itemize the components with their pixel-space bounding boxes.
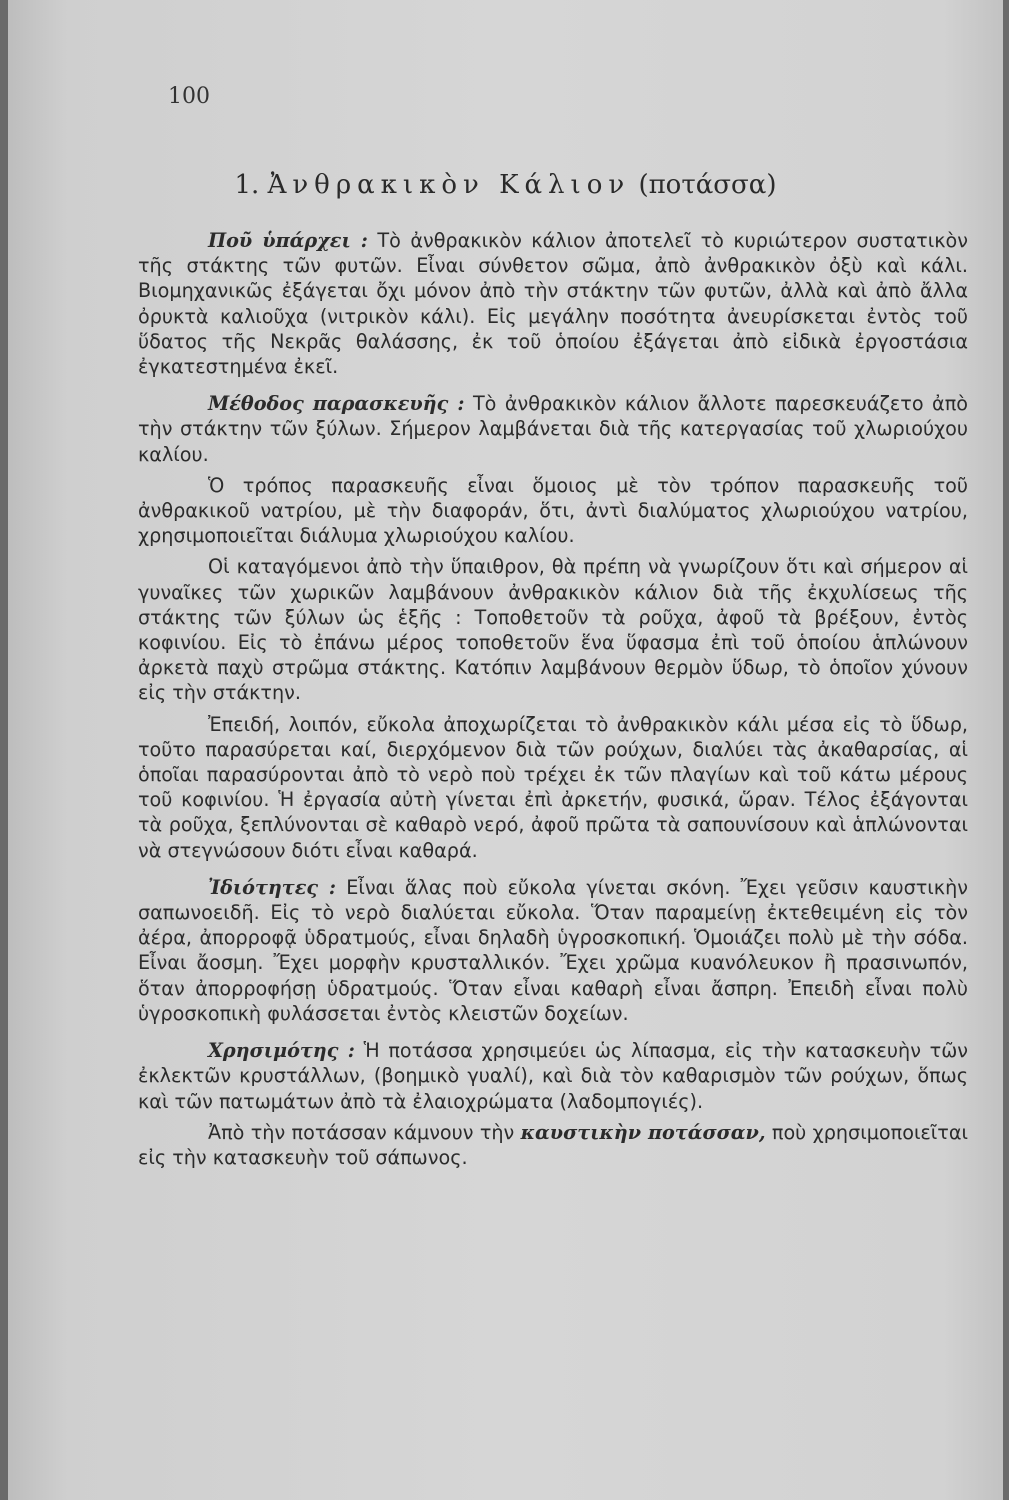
title-name: Ἀνθρακικὸν Κάλιον bbox=[267, 170, 631, 200]
paragraph-method-2: Ὁ τρόπος παρασκευῆς εἶναι ὅμοιος μὲ τὸν τρόπον παρασκευῆς τοῦ ἀνθρακικοῦ νατρίου, μὲ τὴν διαφοράν, ὅτι, ἀντὶ διαλύματος χλωριούχου νατρίου, χρησιμοποιεῖται διάλυμα χλωριούχου καλίου. bbox=[138, 473, 968, 548]
heading-method: Μέθοδος παρασκευῆς : bbox=[208, 392, 465, 416]
body-text bbox=[138, 228, 968, 1182]
paragraph-method bbox=[138, 391, 968, 467]
title-number: 1. bbox=[234, 170, 260, 200]
paragraph-properties bbox=[138, 875, 968, 1026]
paragraph-where bbox=[138, 228, 968, 379]
heading-properties: Ἰδιότητες : bbox=[208, 875, 336, 899]
text-method: Τὸ ἀνθρακικὸν κάλιον ἄλλοτε παρεσκευάζετο ἀπὸ τὴν στάκτην τῶν ξύλων. Σήμερον λαμβάνεται διὰ τῆς κατεργασίας τοῦ χλωριούχου καλίου. bbox=[138, 392, 968, 466]
paragraph-method-4: Ἐπειδή, λοιπόν, εὔκολα ἀποχωρίζεται τὸ ἀνθρακικὸν κάλι μέσα εἰς τὸ ὕδωρ, τοῦτο παρασύρεται καί, διερχόμενον διὰ τῶν ρούχων, διαλύει τὰς ἀκαθαρσίας, αἱ ὁποῖαι παρασύρονται ἀπὸ τὸ νερὸ ποὺ τρέχει ἐκ τῶν πλαγίων καὶ τοῦ κάτω μέρους τοῦ κοφινίου. Ἡ ἐργασία αὐτὴ γίνεται ἐπὶ ἀρκετήν, φυσικά, ὥραν. Τέλος ἐξάγονται τὰ ροῦχα, ξεπλύνονται σὲ καθαρὸ νερό, ἀφοῦ πρῶτα τὰ σαπουνίσουν καὶ ἁπλώνονται νὰ στεγνώσουν διότι εἶναι καθαρά. bbox=[138, 712, 968, 862]
text-properties: Εἶναι ἅλας ποὺ εὔκολα γίνεται σκόνη. Ἔχει γεῦσιν καυστικὴν σαπωνοειδῆ. Εἰς τὸ νερὸ διαλύεται εὔκολα. Ὅταν παραμείνῃ ἐκτεθειμένη εἰς τὸν ἀέρα, ἀπορροφᾷ ὑδρατμούς, εἶναι δηλαδὴ ὑγροσκοπική. Ὁμοιάζει πολὺ μὲ τὴν σόδα. Εἶναι ἄοσμη. Ἔχει μορφὴν κρυσταλλικόν. Ἔχει χρῶμα κυανόλευκον ἢ πρασινωπόν, ὅταν ἀπορροφήσῃ ὑδρατμούς. Ὅταν εἶναι καθαρὴ εἶναι ἄσπρη. Ἐπειδὴ εἶναι πολὺ ὑγροσκοπικὴ φυλάσσεται ἐντὸς κλειστῶν δοχείων. bbox=[138, 875, 968, 1025]
text-usefulness-2a: Ἀπὸ τὴν ποτάσσαν κάμνουν τὴν bbox=[208, 1120, 515, 1144]
heading-usefulness: Χρησιμότης : bbox=[208, 1039, 355, 1063]
paragraph-method-3: Οἱ καταγόμενοι ἀπὸ τὴν ὕπαιθρον, θὰ πρέπη νὰ γνωρίζουν ὅτι καὶ σήμερον αἱ γυναῖκες τῶν χωρικῶν λαμβάνουν ἀνθρακικὸν κάλιον διὰ τῆς ἐκχυλίσεως τῆς στάκτης τῶν ξύλων ὡς ἑξῆς : Τοποθετοῦν τὰ ροῦχα, ἀφοῦ τὰ βρέξουν, ἐντὸς κοφινίου. Εἰς τὸ ἐπάνω μέρος τοποθετοῦν ἕνα ὕφασμα ἐπὶ τοῦ ὁποίου ἁπλώνουν ἀρκετὰ παχὺ στρῶμα στάκτης. Κατόπιν λαμβάνουν θερμὸν ὕδωρ, τὸ ὁποῖον χύνουν εἰς τὴν στάκτην. bbox=[138, 555, 968, 705]
paragraph-usefulness bbox=[138, 1038, 968, 1114]
title-alt: (ποτάσσα) bbox=[638, 170, 777, 200]
text-usefulness-2b: ποὺ χρησιμοποιεῖται εἰς τὴν κατασκευὴν τοῦ σάπωνος. bbox=[138, 1120, 968, 1169]
emphasis-caustic-potash: καυστικὴν ποτάσσαν, bbox=[520, 1120, 766, 1144]
book-page bbox=[8, 0, 1003, 1500]
text-where: Τὸ ἀνθρακικὸν κάλιον ἀποτελεῖ τὸ κυριώτερον συστατικὸν τῆς στάκτης τῶν φυτῶν. Εἶναι σύνθετον σῶμα, ἀπὸ ἀνθρακικὸν ὀξὺ καὶ κάλι. Βιομηχανικῶς ἐξάγεται ὄχι μόνον ἀπὸ τὴν στάκτην τῶν φυτῶν, ἀλλὰ καὶ ἀπὸ ἄλλα ὀρυκτὰ καλιοῦχα (νιτρικὸν κάλι). Εἰς μεγάλην ποσότητα ἀνευρίσκεται ἐντὸς τοῦ ὕδατος τῆς Νεκρᾶς θαλάσσης, ἐκ τοῦ ὁποίου ἐξάγεται ἀπὸ εἰδικὰ ἐργοστάσια ἐγκατεστημένα ἐκεῖ. bbox=[138, 229, 968, 379]
page-number: 100 bbox=[168, 84, 210, 109]
paragraph-usefulness-2 bbox=[138, 1120, 968, 1170]
text-usefulness: Ἡ ποτάσσα χρησιμεύει ὡς λίπασμα, εἰς τὴν κατασκευὴν τῶν ἐκλεκτῶν κρυστάλλων, (βοημικὸ γυαλί), καὶ διὰ τὸν καθαρισμὸν τῶν ρούχων, ὅπως καὶ τῶν πατωμάτων ἀπὸ τὰ ἐλαιοχρώματα (λαδομπογιές). bbox=[138, 1039, 968, 1113]
heading-where: Ποῦ ὑπάρχει : bbox=[208, 229, 368, 252]
chapter-title bbox=[8, 170, 1003, 200]
